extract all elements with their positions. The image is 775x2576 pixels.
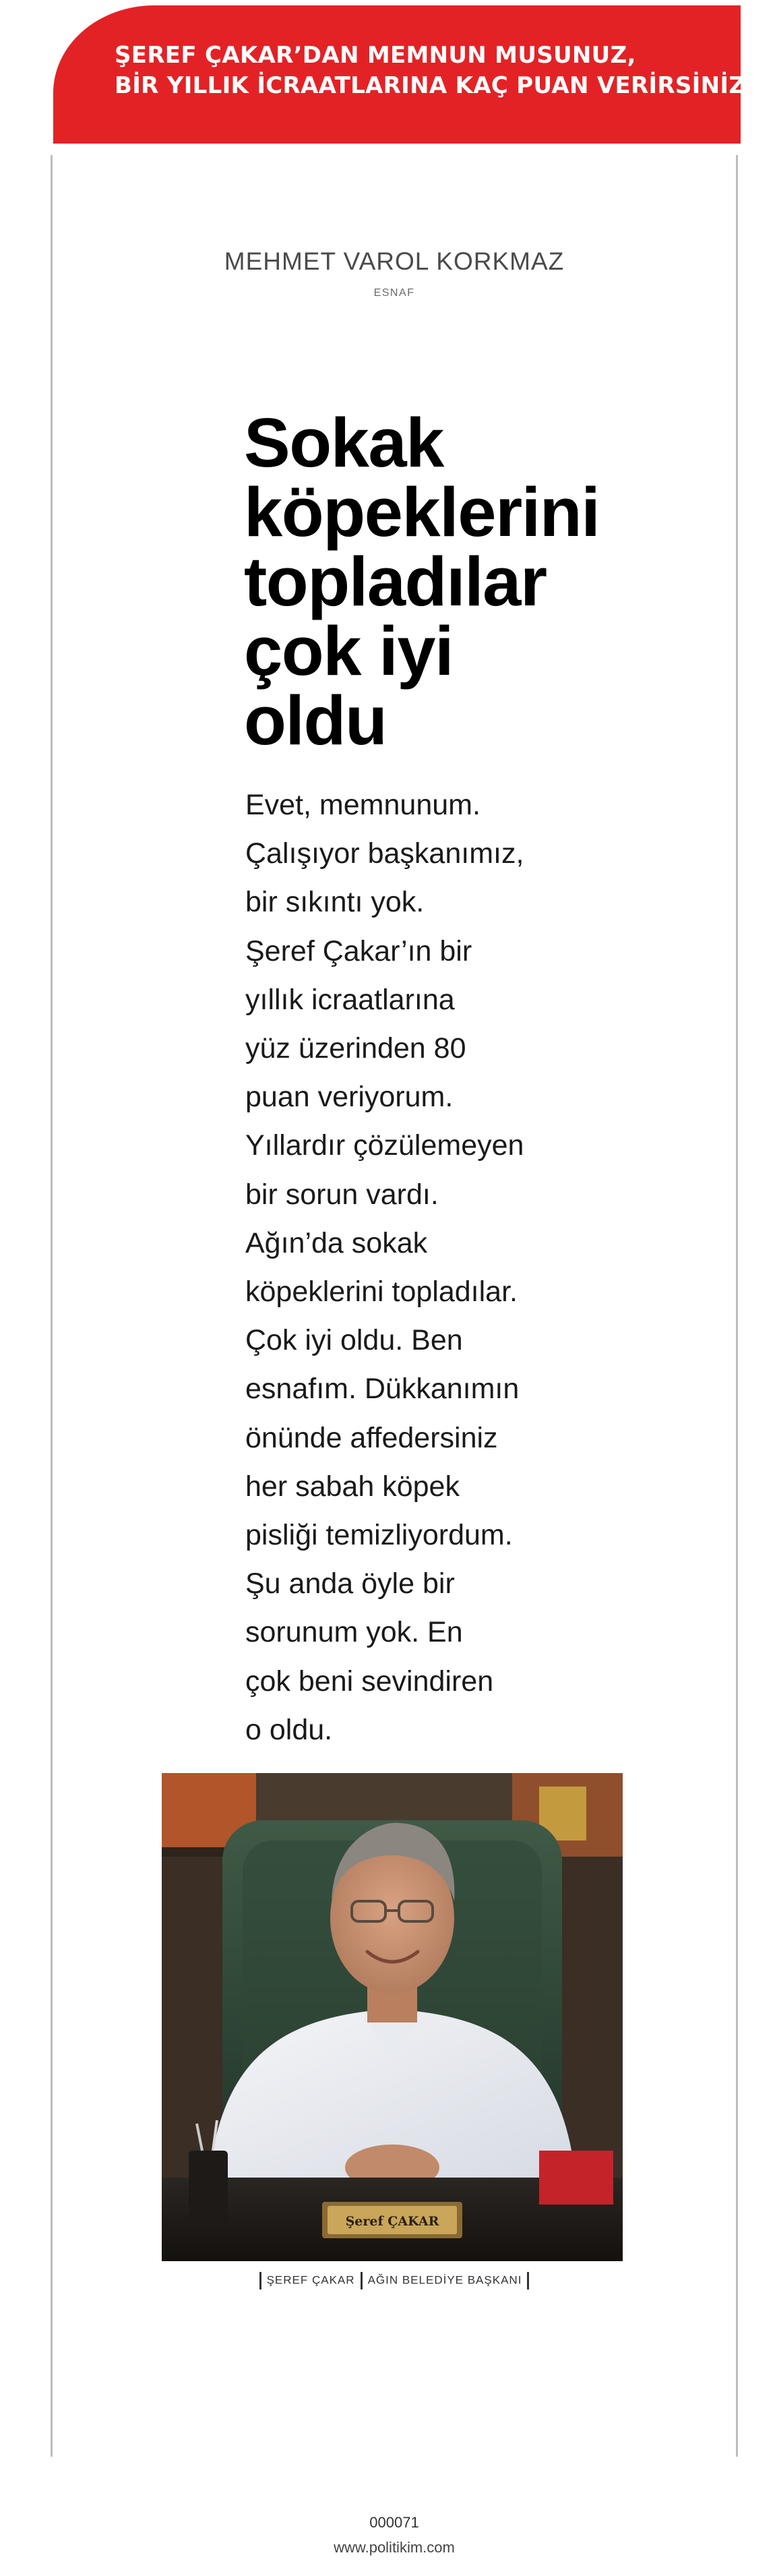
- body-line: Çalışıyor başkanımız,: [245, 837, 524, 870]
- author-name: MEHMET VAROL KORKMAZ: [224, 247, 565, 275]
- body-line: Evet, memnunum.: [245, 789, 480, 821]
- author-role: ESNAF: [373, 287, 415, 299]
- headline-line: topladılar: [244, 543, 547, 620]
- body-line: köpeklerini topladılar.: [245, 1276, 518, 1309]
- caption-divider: [361, 2272, 363, 2289]
- body-line: yıllık icraatlarına: [245, 983, 455, 1016]
- body-line: Çok iyi oldu. Ben: [245, 1324, 463, 1357]
- headline-line: çok iyi: [244, 612, 454, 690]
- mayor-photo: [162, 1773, 623, 2261]
- mayor-photo-illustration: [162, 1773, 623, 2261]
- headline-line: oldu: [244, 682, 387, 759]
- body-line: Yıllardır çözülemeyen: [245, 1129, 524, 1162]
- headline: [244, 404, 635, 759]
- site-url: www.politikim.com: [334, 2539, 455, 2556]
- caption-title: AĞIN BELEDİYE BAŞKANI: [367, 2273, 522, 2287]
- body-line: sorunum yok. En: [245, 1616, 463, 1649]
- body-line: çok beni sevindiren: [245, 1665, 494, 1698]
- left-column-rule: [51, 155, 53, 2457]
- body-line: o oldu.: [245, 1713, 333, 1746]
- nameplate-text: Şeref ÇAKAR: [345, 2214, 439, 2229]
- article-body: [245, 781, 636, 1754]
- question-banner: [53, 5, 760, 144]
- body-line: bir sıkıntı yok.: [245, 886, 425, 919]
- body-line: esnafım. Dükkanımın: [245, 1373, 520, 1406]
- body-line: Şu anda öyle bir: [245, 1567, 455, 1600]
- banner-line-2: BİR YILLIK İCRAATLARINA KAÇ PUAN VERİRSİNİZ?: [115, 72, 760, 99]
- right-column-rule: [736, 155, 738, 2457]
- photo-caption: [0, 2271, 775, 2290]
- body-line: Şeref Çakar’ın bir: [245, 934, 472, 967]
- headline-line: Sokak: [244, 404, 443, 481]
- page-number: 000071: [369, 2514, 419, 2531]
- banner-line-1: ŞEREF ÇAKAR’DAN MEMNUN MUSUNUZ,: [115, 42, 636, 69]
- caption-name: ŞEREF ÇAKAR: [266, 2273, 355, 2287]
- body-line: Ağın’da sokak: [245, 1226, 428, 1259]
- body-line: bir sorun vardı.: [245, 1178, 439, 1211]
- body-line: yüz üzerinden 80: [245, 1032, 466, 1065]
- body-line: pisliği temizliyordum.: [245, 1519, 513, 1552]
- body-line: puan veriyorum.: [245, 1081, 454, 1114]
- headline-line: köpeklerini: [244, 473, 600, 551]
- body-line: önünde affedersiniz: [245, 1421, 498, 1454]
- caption-divider: [527, 2272, 529, 2289]
- body-line: her sabah köpek: [245, 1470, 460, 1503]
- caption-divider: [259, 2272, 261, 2289]
